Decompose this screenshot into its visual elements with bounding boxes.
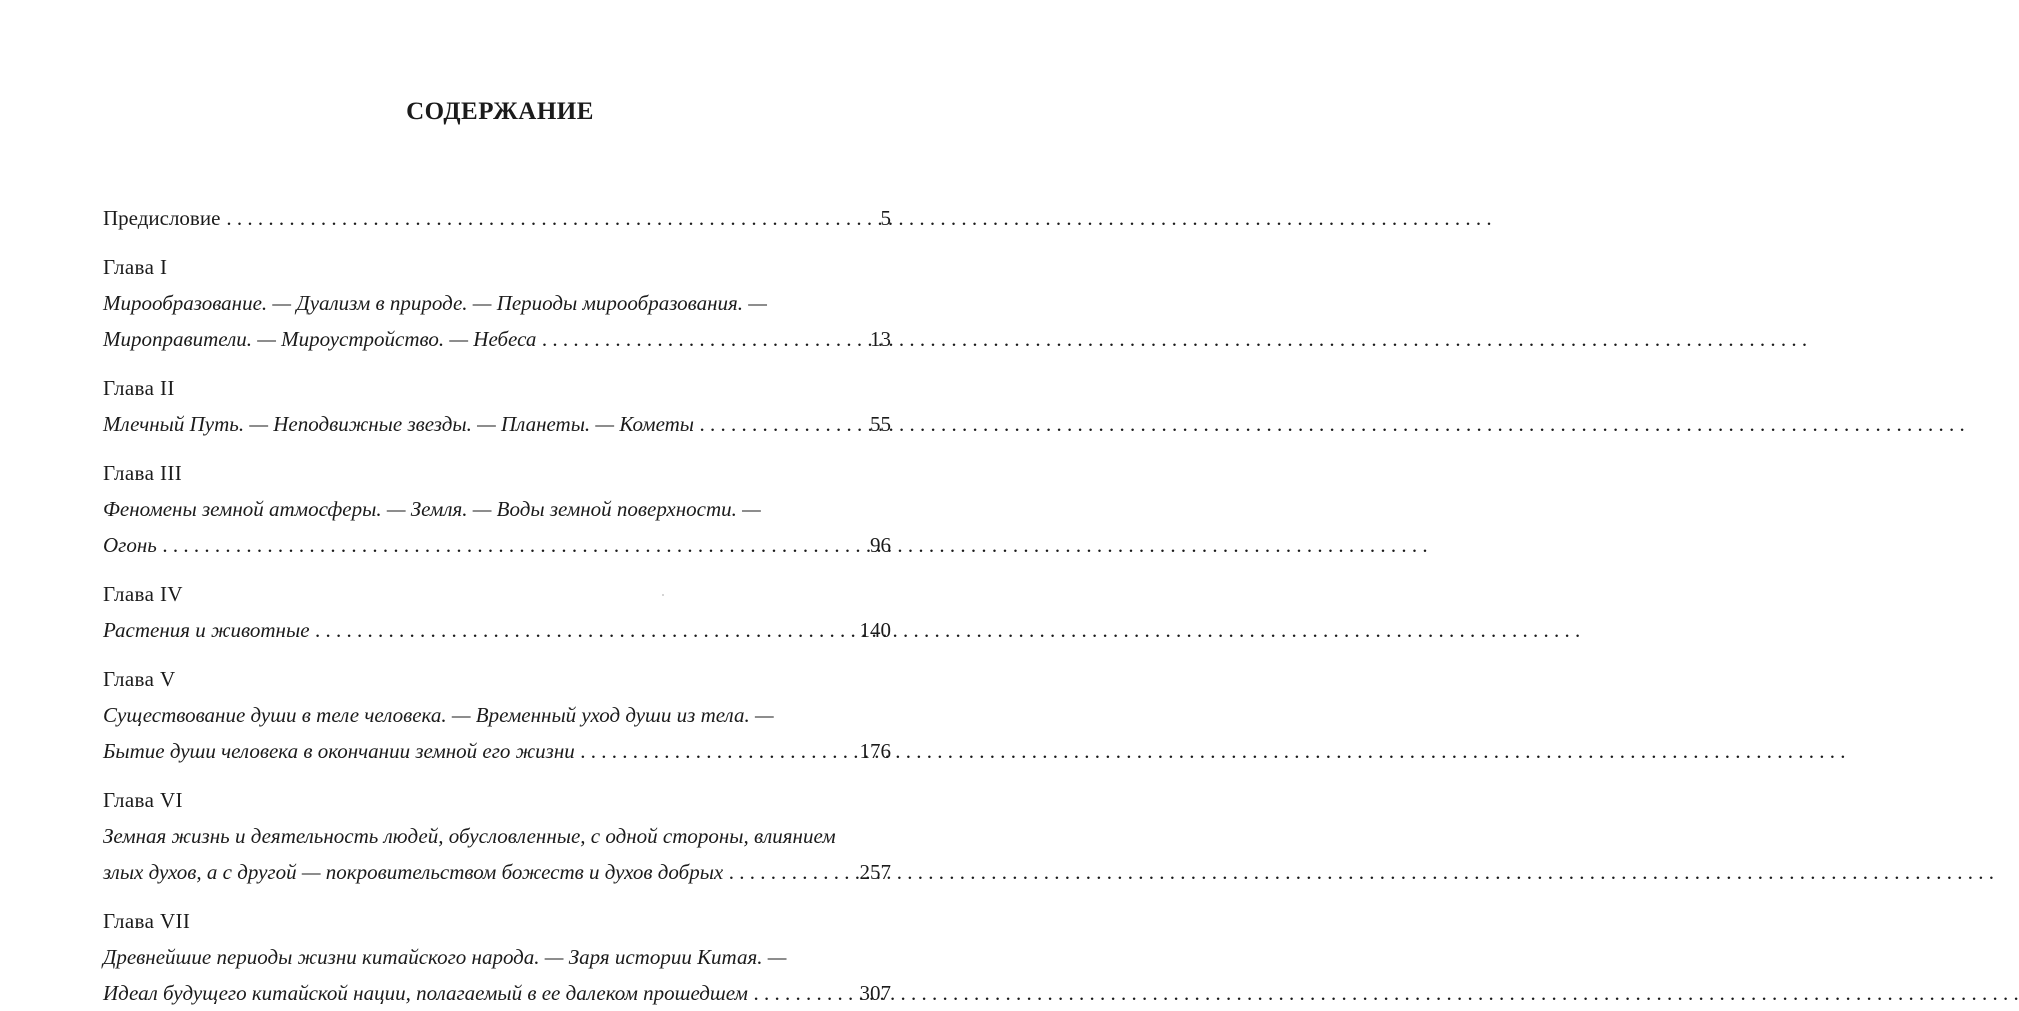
- chapter-label: Глава VII: [103, 909, 191, 933]
- chapter-description-text: Огонь: [103, 533, 157, 557]
- page-number: 307: [859, 981, 891, 1005]
- paper-speck: [662, 594, 664, 596]
- page-number: 5: [880, 206, 891, 230]
- dot-leader: [163, 527, 862, 563]
- chapter-label: Глава I: [103, 255, 168, 279]
- table-of-contents: [103, 200, 891, 1011]
- dot-leader: [316, 612, 852, 648]
- chapter-description-line: [103, 491, 891, 527]
- chapter-description-line: [103, 818, 891, 854]
- chapter-description-line-last: [103, 321, 891, 357]
- chapter-description-text: злых духов, а с другой — покровительством божеств и духов добрых: [103, 860, 724, 884]
- dot-leader: [754, 975, 852, 1011]
- chapter-description-line: [103, 697, 891, 733]
- chapter-description-line-last: [103, 854, 891, 890]
- chapter-description-text: Мирообразование. — Дуализм в природе. — Периоды мирообразования. —: [103, 291, 767, 315]
- chapter-description-line-last: [103, 406, 891, 442]
- toc-chapter-5[interactable]: [103, 661, 891, 769]
- chapter-description-line-last: [103, 527, 891, 563]
- toc-entry-preface[interactable]: [103, 200, 891, 236]
- chapter-description-text: Мироправители. — Мироустройство. — Небеса: [103, 327, 537, 351]
- page-number: 257: [859, 860, 891, 884]
- chapter-description-text: Растения и животные: [103, 618, 310, 642]
- chapter-description-text: Существование души в теле человека. — Временный уход души из тела. —: [103, 703, 774, 727]
- toc-chapter-3[interactable]: [103, 455, 891, 563]
- page-number: 176: [859, 739, 891, 763]
- toc-chapter-6[interactable]: [103, 782, 891, 890]
- chapter-description-text: Млечный Путь. — Неподвижные звезды. — Планеты. — Кометы: [103, 412, 695, 436]
- dot-leader: [581, 733, 852, 769]
- chapter-label: Глава VI: [103, 788, 183, 812]
- chapter-description-text: Земная жизнь и деятельность людей, обусловленные, с одной стороны, влиянием: [103, 824, 836, 848]
- chapter-label: Глава IV: [103, 582, 183, 606]
- dot-leader: [226, 200, 872, 236]
- toc-chapter-4[interactable]: [103, 576, 891, 648]
- page-number: 96: [870, 533, 891, 557]
- chapter-description-text: Идеал будущего китайской нации, полагаемый в ее далеком прошедшем: [103, 981, 748, 1005]
- page-number: 55: [870, 412, 891, 436]
- chapter-label: Глава III: [103, 461, 183, 485]
- toc-chapter-1[interactable]: [103, 249, 891, 357]
- chapter-description-line-last: [103, 733, 891, 769]
- toc-chapter-2[interactable]: [103, 370, 891, 442]
- toc-entry-text: Предисловие: [103, 206, 221, 230]
- chapter-description-text: Древнейшие периоды жизни китайского народа. — Заря истории Китая. —: [103, 945, 787, 969]
- page-title: СОДЕРЖАНИЕ: [406, 98, 594, 125]
- chapter-description-text: Феномены земной атмосферы. — Земля. — Воды земной поверхности. —: [103, 497, 761, 521]
- chapter-description-line: [103, 939, 891, 975]
- chapter-description-text: Бытие души человека в окончании земной его жизни: [103, 739, 575, 763]
- chapter-description-line: [103, 285, 891, 321]
- chapter-label: Глава V: [103, 667, 176, 691]
- dot-leader: [542, 321, 862, 357]
- chapter-description-line-last: [103, 975, 891, 1011]
- chapter-label: Глава II: [103, 376, 175, 400]
- document-page: [0, 0, 1000, 1005]
- dot-leader: [700, 406, 862, 442]
- toc-chapter-7[interactable]: [103, 903, 891, 1011]
- page-number: 140: [859, 618, 891, 642]
- chapter-description-line-last: [103, 612, 891, 648]
- page-number: 13: [870, 327, 891, 351]
- dot-leader: [729, 854, 851, 890]
